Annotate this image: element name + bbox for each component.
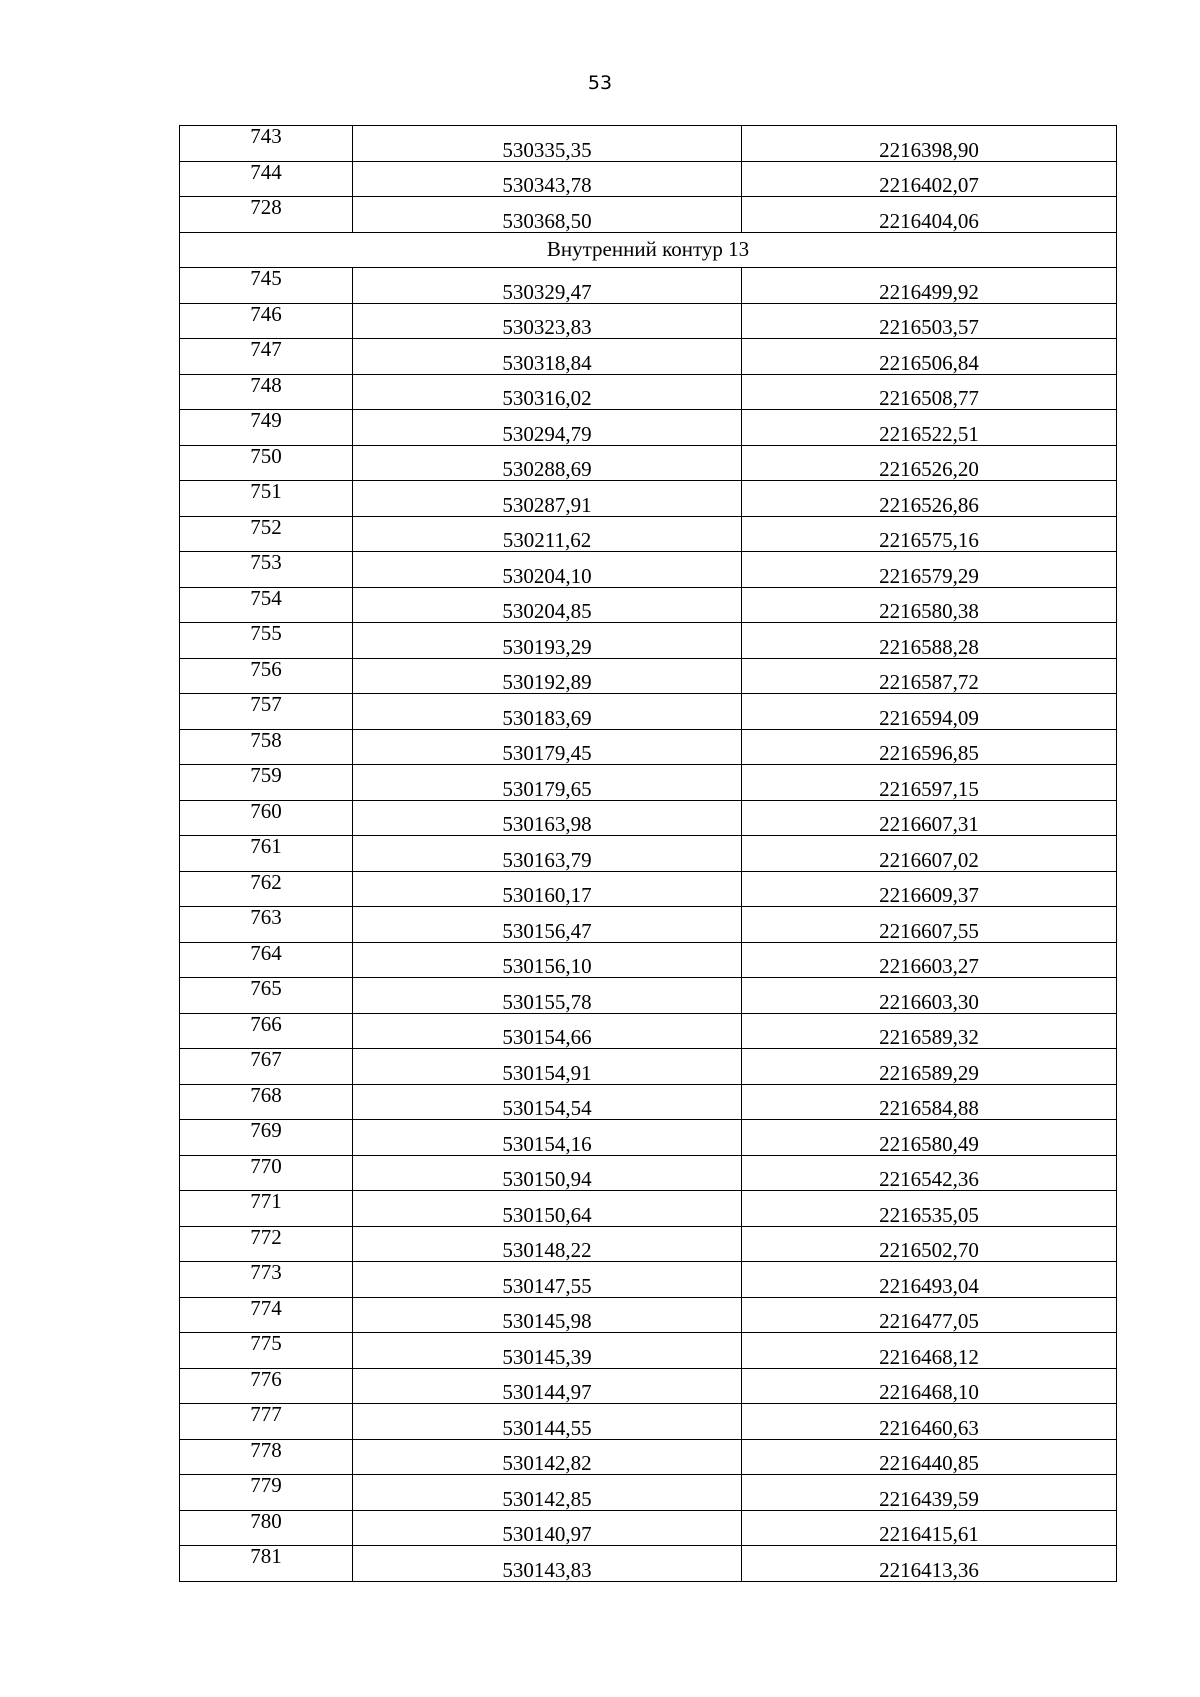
point-number-cell: 751	[180, 481, 353, 517]
x-coordinate-cell: 530193,29	[353, 623, 742, 659]
x-coordinate-cell: 530368,50	[353, 197, 742, 233]
table-row	[180, 552, 1117, 588]
y-coordinate-cell: 2216502,70	[742, 1226, 1117, 1262]
table-row	[180, 836, 1117, 872]
x-coordinate-cell: 530140,97	[353, 1510, 742, 1546]
x-coordinate-cell: 530343,78	[353, 161, 742, 197]
table-row	[180, 1510, 1117, 1546]
x-coordinate-cell: 530204,85	[353, 587, 742, 623]
table-row	[180, 587, 1117, 623]
table-row	[180, 871, 1117, 907]
point-number-cell: 728	[180, 197, 353, 233]
point-number-cell: 750	[180, 445, 353, 481]
y-coordinate-cell: 2216477,05	[742, 1297, 1117, 1333]
table-row	[180, 1262, 1117, 1298]
y-coordinate-cell: 2216402,07	[742, 161, 1117, 197]
point-number-cell: 769	[180, 1120, 353, 1156]
point-number-cell: 779	[180, 1475, 353, 1511]
coordinates-table	[179, 125, 1117, 1582]
y-coordinate-cell: 2216603,30	[742, 978, 1117, 1014]
point-number-cell: 767	[180, 1049, 353, 1085]
y-coordinate-cell: 2216594,09	[742, 694, 1117, 730]
x-coordinate-cell: 530156,10	[353, 942, 742, 978]
x-coordinate-cell: 530323,83	[353, 303, 742, 339]
point-number-cell: 768	[180, 1084, 353, 1120]
point-number-cell: 774	[180, 1297, 353, 1333]
y-coordinate-cell: 2216588,28	[742, 623, 1117, 659]
y-coordinate-cell: 2216526,20	[742, 445, 1117, 481]
table-row	[180, 516, 1117, 552]
x-coordinate-cell: 530154,91	[353, 1049, 742, 1085]
section-title: Внутренний контур 13	[180, 232, 1117, 268]
y-coordinate-cell: 2216493,04	[742, 1262, 1117, 1298]
coordinates-inner-contour	[180, 268, 1117, 1582]
table-row	[180, 1226, 1117, 1262]
y-coordinate-cell: 2216508,77	[742, 374, 1117, 410]
point-number-cell: 775	[180, 1333, 353, 1369]
y-coordinate-cell: 2216415,61	[742, 1510, 1117, 1546]
table-row	[180, 942, 1117, 978]
table-row	[180, 1439, 1117, 1475]
table-row	[180, 445, 1117, 481]
table-row	[180, 1120, 1117, 1156]
y-coordinate-cell: 2216404,06	[742, 197, 1117, 233]
page-number: 53	[587, 72, 613, 94]
y-coordinate-cell: 2216526,86	[742, 481, 1117, 517]
y-coordinate-cell: 2216535,05	[742, 1191, 1117, 1227]
x-coordinate-cell: 530163,79	[353, 836, 742, 872]
y-coordinate-cell: 2216468,12	[742, 1333, 1117, 1369]
table-row	[180, 161, 1117, 197]
x-coordinate-cell: 530179,65	[353, 765, 742, 801]
x-coordinate-cell: 530156,47	[353, 907, 742, 943]
point-number-cell: 752	[180, 516, 353, 552]
table-row	[180, 268, 1117, 304]
x-coordinate-cell: 530150,94	[353, 1155, 742, 1191]
point-number-cell: 781	[180, 1546, 353, 1582]
table-row	[180, 1155, 1117, 1191]
y-coordinate-cell: 2216607,02	[742, 836, 1117, 872]
point-number-cell: 776	[180, 1368, 353, 1404]
y-coordinate-cell: 2216607,31	[742, 800, 1117, 836]
x-coordinate-cell: 530287,91	[353, 481, 742, 517]
point-number-cell: 771	[180, 1191, 353, 1227]
table-row	[180, 907, 1117, 943]
point-number-cell: 773	[180, 1262, 353, 1298]
table-row	[180, 978, 1117, 1014]
x-coordinate-cell: 530142,82	[353, 1439, 742, 1475]
y-coordinate-cell: 2216398,90	[742, 126, 1117, 162]
x-coordinate-cell: 530329,47	[353, 268, 742, 304]
point-number-cell: 759	[180, 765, 353, 801]
x-coordinate-cell: 530318,84	[353, 339, 742, 375]
point-number-cell: 766	[180, 1013, 353, 1049]
table-row	[180, 765, 1117, 801]
table-row	[180, 623, 1117, 659]
section-row	[180, 232, 1117, 268]
y-coordinate-cell: 2216603,27	[742, 942, 1117, 978]
table-row	[180, 729, 1117, 765]
table-row	[180, 800, 1117, 836]
point-number-cell: 763	[180, 907, 353, 943]
x-coordinate-cell: 530183,69	[353, 694, 742, 730]
y-coordinate-cell: 2216609,37	[742, 871, 1117, 907]
table-row	[180, 1368, 1117, 1404]
x-coordinate-cell: 530145,98	[353, 1297, 742, 1333]
y-coordinate-cell: 2216522,51	[742, 410, 1117, 446]
y-coordinate-cell: 2216587,72	[742, 658, 1117, 694]
table-row	[180, 1404, 1117, 1440]
x-coordinate-cell: 530154,16	[353, 1120, 742, 1156]
coordinates-before-section	[180, 126, 1117, 233]
x-coordinate-cell: 530144,97	[353, 1368, 742, 1404]
y-coordinate-cell: 2216575,16	[742, 516, 1117, 552]
y-coordinate-cell: 2216596,85	[742, 729, 1117, 765]
table-row	[180, 1333, 1117, 1369]
y-coordinate-cell: 2216468,10	[742, 1368, 1117, 1404]
table-row	[180, 1084, 1117, 1120]
x-coordinate-cell: 530163,98	[353, 800, 742, 836]
y-coordinate-cell: 2216542,36	[742, 1155, 1117, 1191]
point-number-cell: 778	[180, 1439, 353, 1475]
x-coordinate-cell: 530294,79	[353, 410, 742, 446]
point-number-cell: 756	[180, 658, 353, 694]
y-coordinate-cell: 2216580,49	[742, 1120, 1117, 1156]
point-number-cell: 743	[180, 126, 353, 162]
x-coordinate-cell: 530148,22	[353, 1226, 742, 1262]
point-number-cell: 772	[180, 1226, 353, 1262]
point-number-cell: 764	[180, 942, 353, 978]
y-coordinate-cell: 2216589,32	[742, 1013, 1117, 1049]
table-row	[180, 1297, 1117, 1333]
table-row	[180, 374, 1117, 410]
x-coordinate-cell: 530288,69	[353, 445, 742, 481]
point-number-cell: 754	[180, 587, 353, 623]
point-number-cell: 757	[180, 694, 353, 730]
x-coordinate-cell: 530145,39	[353, 1333, 742, 1369]
y-coordinate-cell: 2216584,88	[742, 1084, 1117, 1120]
table-row	[180, 339, 1117, 375]
point-number-cell: 761	[180, 836, 353, 872]
x-coordinate-cell: 530179,45	[353, 729, 742, 765]
table-row	[180, 1013, 1117, 1049]
x-coordinate-cell: 530147,55	[353, 1262, 742, 1298]
point-number-cell: 762	[180, 871, 353, 907]
table-row	[180, 1049, 1117, 1085]
y-coordinate-cell: 2216607,55	[742, 907, 1117, 943]
table-row	[180, 481, 1117, 517]
x-coordinate-cell: 530144,55	[353, 1404, 742, 1440]
point-number-cell: 745	[180, 268, 353, 304]
x-coordinate-cell: 530335,35	[353, 126, 742, 162]
table-row	[180, 658, 1117, 694]
point-number-cell: 748	[180, 374, 353, 410]
y-coordinate-cell: 2216499,92	[742, 268, 1117, 304]
y-coordinate-cell: 2216460,63	[742, 1404, 1117, 1440]
x-coordinate-cell: 530155,78	[353, 978, 742, 1014]
y-coordinate-cell: 2216503,57	[742, 303, 1117, 339]
x-coordinate-cell: 530154,66	[353, 1013, 742, 1049]
point-number-cell: 780	[180, 1510, 353, 1546]
point-number-cell: 755	[180, 623, 353, 659]
y-coordinate-cell: 2216579,29	[742, 552, 1117, 588]
point-number-cell: 758	[180, 729, 353, 765]
x-coordinate-cell: 530142,85	[353, 1475, 742, 1511]
table-row	[180, 126, 1117, 162]
y-coordinate-cell: 2216580,38	[742, 587, 1117, 623]
table-row	[180, 1191, 1117, 1227]
point-number-cell: 744	[180, 161, 353, 197]
point-number-cell: 753	[180, 552, 353, 588]
x-coordinate-cell: 530160,17	[353, 871, 742, 907]
table-row	[180, 303, 1117, 339]
y-coordinate-cell: 2216440,85	[742, 1439, 1117, 1475]
point-number-cell: 765	[180, 978, 353, 1014]
point-number-cell: 747	[180, 339, 353, 375]
table-row	[180, 1546, 1117, 1582]
y-coordinate-cell: 2216589,29	[742, 1049, 1117, 1085]
x-coordinate-cell: 530316,02	[353, 374, 742, 410]
section-header-group	[180, 232, 1117, 268]
table-row	[180, 410, 1117, 446]
point-number-cell: 746	[180, 303, 353, 339]
x-coordinate-cell: 530204,10	[353, 552, 742, 588]
y-coordinate-cell: 2216413,36	[742, 1546, 1117, 1582]
table-row	[180, 197, 1117, 233]
point-number-cell: 777	[180, 1404, 353, 1440]
point-number-cell: 760	[180, 800, 353, 836]
point-number-cell: 770	[180, 1155, 353, 1191]
y-coordinate-cell: 2216439,59	[742, 1475, 1117, 1511]
x-coordinate-cell: 530154,54	[353, 1084, 742, 1120]
x-coordinate-cell: 530143,83	[353, 1546, 742, 1582]
x-coordinate-cell: 530211,62	[353, 516, 742, 552]
x-coordinate-cell: 530150,64	[353, 1191, 742, 1227]
y-coordinate-cell: 2216597,15	[742, 765, 1117, 801]
table-row	[180, 694, 1117, 730]
table-row	[180, 1475, 1117, 1511]
x-coordinate-cell: 530192,89	[353, 658, 742, 694]
y-coordinate-cell: 2216506,84	[742, 339, 1117, 375]
point-number-cell: 749	[180, 410, 353, 446]
